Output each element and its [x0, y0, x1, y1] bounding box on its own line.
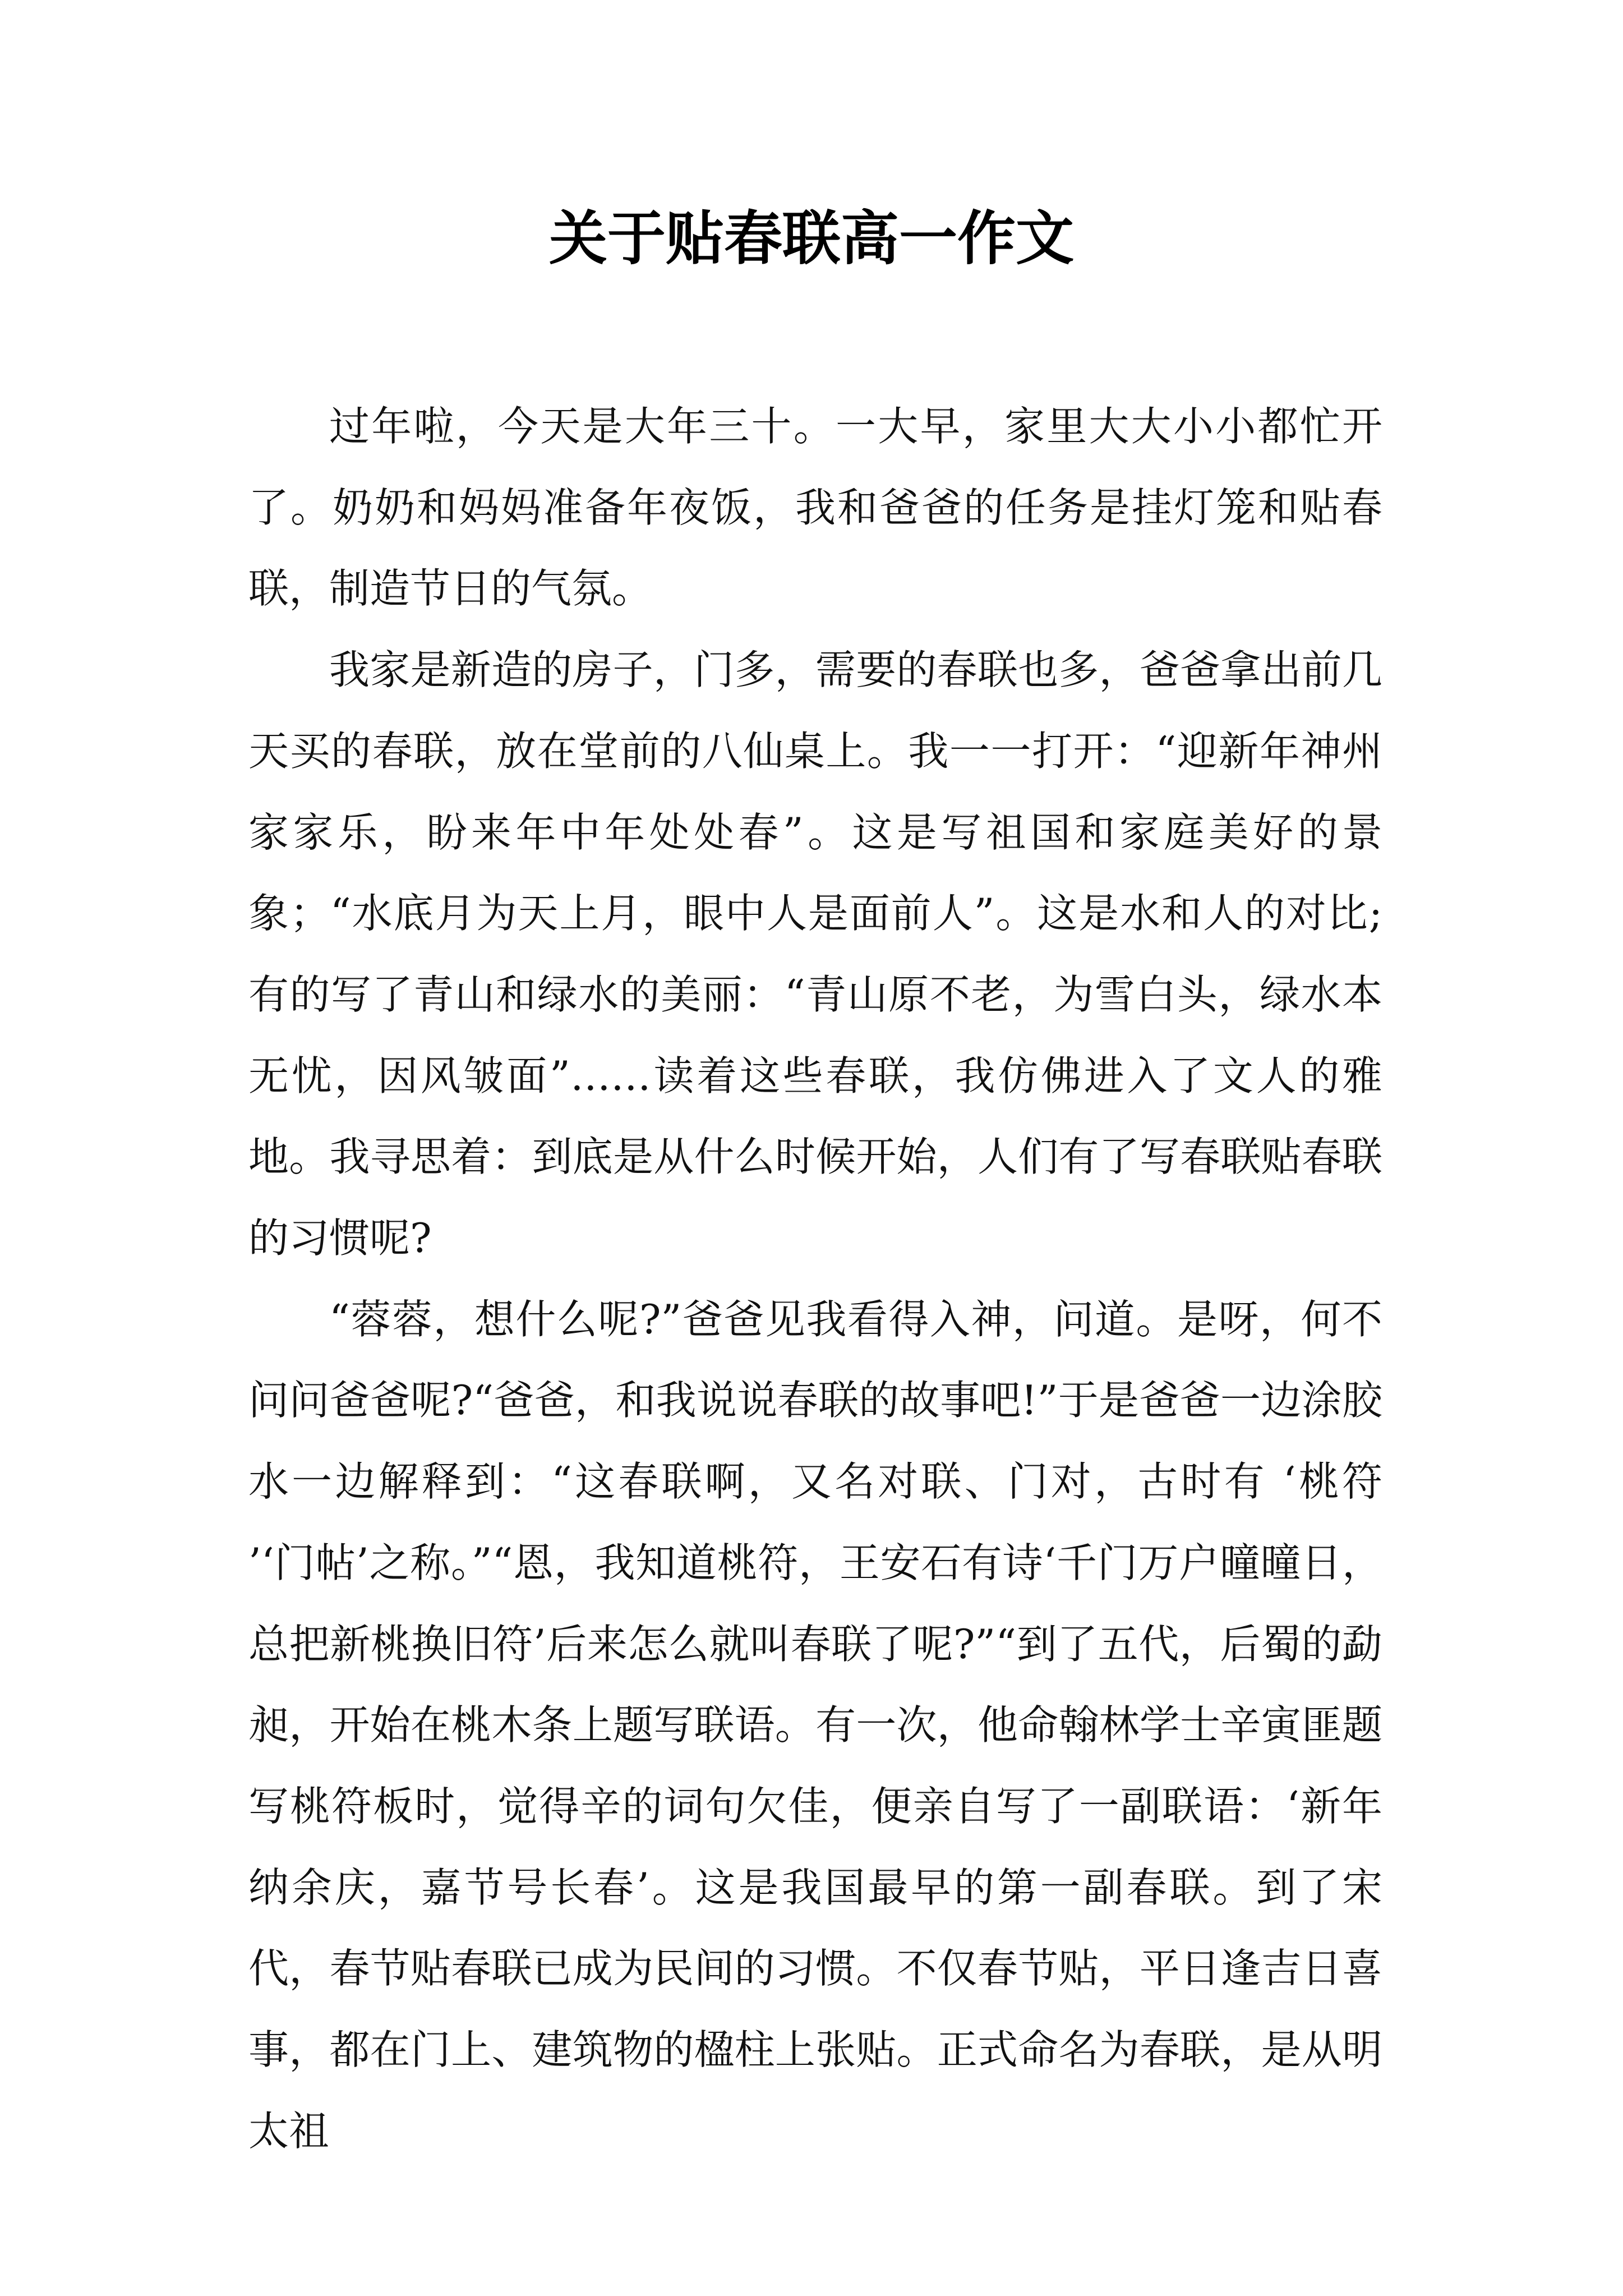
paragraph-3: “蓉蓉，想什么呢?”爸爸见我看得入神，问道。是呀，何不问问爸爸呢?“爸爸，和我说说春联的故事吧!”于是爸爸一边涂胶水一边解释到：“这春联啊，又名对联、门对，古时有 ‘桃符 ’‘门帖’之称。”“恩，我知道桃符，王安石有诗‘千门万户曈曈日，总把新桃换旧符’后来怎么就叫春联了呢?”“到了五代，后蜀的勐昶，开始在桃木条上题写联语。有一次，他命翰林学士辛寅匪题写桃符板时，觉得辛的词句欠佳，便亲自写了一副联语：‘新年纳余庆，嘉节号长春’。这是我国最早的第一副春联。到了宋代，春节贴春联已成为民间的习惯。不仅春节贴，平日逢吉日喜事，都在门上、建筑物的楹柱上张贴。正式命名为春联，是从明太祖	[248, 1295, 1382, 2155]
paragraph-2: 我家是新造的房子，门多，需要的春联也多，爸爸拿出前几天买的春联，放在堂前的八仙桌上。我一一打开：“迎新年神州家家乐，盼来年中年处处春”。这是写祖国和家庭美好的景象；“水底月为天上月，眼中人是面前人”。这是水和人的对比;有的写了青山和绿水的美丽：“青山原不老，为雪白头，绿水本无忧，因风皱面”……读着这些春联，我仿佛进入了文人的雅地。我寻思着：到底是从什么时候开始，人们有了写春联贴春联的习惯呢?	[248, 646, 1382, 1262]
document-title: 关于贴春联高一作文	[548, 204, 1074, 273]
paragraph-1: 过年啦，今天是大年三十。一大早，家里大大小小都忙开了。奶奶和妈妈准备年夜饭，我和爸爸的任务是挂灯笼和贴春联，制造节日的气氛。	[248, 403, 1382, 613]
document-body	[248, 386, 1382, 2171]
